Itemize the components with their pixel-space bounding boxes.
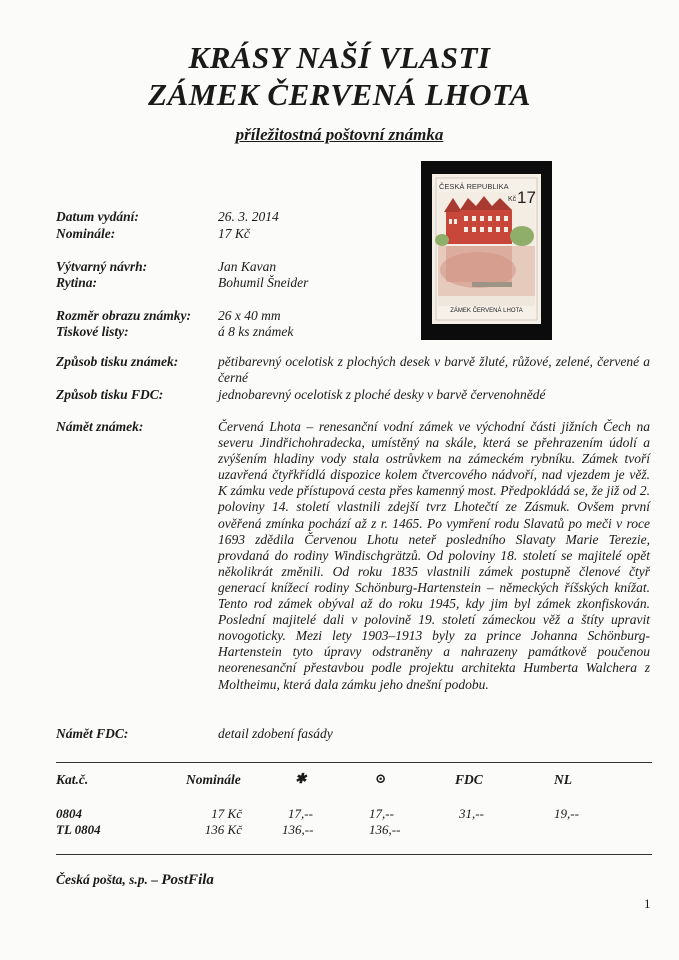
- size-label: Rozměr obrazu známky:: [56, 308, 192, 323]
- theme-text: Červená Lhota – renesanční vodní zámek ve východní části jižních Čech na severu Jindřichohradecka, umístěný na skále, která se přehrazením údolí a zvýšením hladiny vody stala ostrůvkem na zámeckém rybníku. Zámek tvoří uzavřená čtyřkřídlá dispozice kolem čtvercového nádvoří, nad vjezdem je věž. K zámku vede přístupová cesta přes kamenný most. Předpokládá se, že již od 2. poloviny 14. století vlastnili zdejší tvrz Lhotečtí ze Zásmuk. Ovšem první ověřená zmínka pochází až z r. 1465. Po vymření rodu Slavatů po meči v roce 1693 zdědila Červenou Lhotu neteř posledního Slavaty Marie Terezie, provdaná do rodiny Windischgrätzů. Od poloviny 18. století se majitelé opět několikrát změnili. Od roku 1835 vlastnili zámek postupně členové čtyř generací knížecí rodiny Schönburg-Hartenstein – německých říšských knížat. Tento rod zámek obýval až do roku 1945, kdy jim byl zámek zkonfiskován. Poslední majitelé dali v polovině 19. století zámeckou věž a štíty upravit novogoticky. Mezi lety 1903–1913 byly za prince Johanna Schönburg-Hartenstein tyto úpravy odstraněny a nahrazeny památkově poučenou neorenesanční přestavbou podle projektu architekta Humberta Walchera z Moltheimu, která dala zámku jeho dnešní podobu.: [218, 419, 650, 692]
- sheets-label: Tiskové listy:: [56, 324, 129, 339]
- row2-used: 136,--: [369, 822, 401, 837]
- engraving-value: Bohumil Šneider: [218, 275, 309, 290]
- sheets-value: á 8 ks známek: [218, 324, 294, 339]
- row1-fdc: 31,--: [459, 806, 484, 821]
- footer-brand: PostFila: [161, 872, 214, 888]
- fdc-theme-value: detail zdobení fasády: [218, 726, 333, 741]
- row2-catalog: TL 0804: [56, 822, 101, 837]
- table-header-nominal: Nominále: [186, 772, 241, 787]
- design-value: Jan Kavan: [218, 259, 277, 274]
- row2-nominal: 136 Kč: [204, 822, 242, 837]
- engraving-label: Rytina:: [56, 275, 98, 290]
- table-header-used: ⊙: [375, 771, 387, 786]
- row1-nominal: 17 Kč: [211, 806, 242, 821]
- stamp-caption: ZÁMEK ČERVENÁ LHOTA: [450, 308, 523, 314]
- table-bottom-rule: [56, 854, 652, 855]
- design-label: Výtvarný návrh:: [56, 259, 148, 274]
- fdc-theme-label: Námět FDC:: [56, 726, 129, 741]
- print-method-label: Způsob tisku známek:: [56, 354, 179, 369]
- row1-mint: 17,--: [288, 806, 313, 821]
- stamp-image: [421, 161, 552, 340]
- table-header-mint: ✱: [295, 771, 307, 786]
- page-number: 1: [644, 896, 651, 911]
- stamp: [432, 174, 541, 324]
- table-top-rule: [56, 762, 652, 763]
- nominal-label: Nominále:: [56, 226, 116, 241]
- title-line-1: KRÁSY NAŠÍ VLASTI: [188, 40, 491, 75]
- table-header-catalog: Kat.č.: [56, 772, 89, 787]
- print-method-value: pětibarevný ocelotisk z plochých desek v barvě žluté, růžové, zelené, červené a černé: [218, 354, 650, 386]
- row1-nl: 19,--: [554, 806, 579, 821]
- fdc-print-label: Způsob tisku FDC:: [56, 387, 164, 402]
- row2-mint: 136,--: [282, 822, 314, 837]
- size-value: 26 x 40 mm: [218, 308, 281, 323]
- table-header-nl: NL: [554, 772, 572, 787]
- row1-used: 17,--: [369, 806, 394, 821]
- footer-publisher: Česká pošta, s.p.: [56, 872, 148, 887]
- subtitle: [0, 125, 679, 145]
- table-header-fdc: FDC: [455, 772, 483, 787]
- subtitle-text: příležitostná poštovní známka: [235, 125, 444, 144]
- stamp-country: ČESKÁ REPUBLIKA: [439, 182, 509, 191]
- fdc-print-value: jednobarevný ocelotisk z ploché desky v barvě červenohnědé: [218, 387, 546, 402]
- nominal-value: 17 Kč: [218, 226, 250, 241]
- footer-separator: –: [151, 872, 159, 887]
- stamp-currency: Kč: [508, 196, 517, 203]
- title-line-2: ZÁMEK ČERVENÁ LHOTA: [148, 77, 531, 112]
- row1-catalog: 0804: [56, 806, 82, 821]
- footer: [56, 872, 214, 889]
- date-value: 26. 3. 2014: [218, 209, 279, 224]
- theme-label: Námět známek:: [56, 419, 144, 434]
- date-label: Datum vydání:: [56, 209, 139, 224]
- stamp-value: 17: [517, 188, 536, 207]
